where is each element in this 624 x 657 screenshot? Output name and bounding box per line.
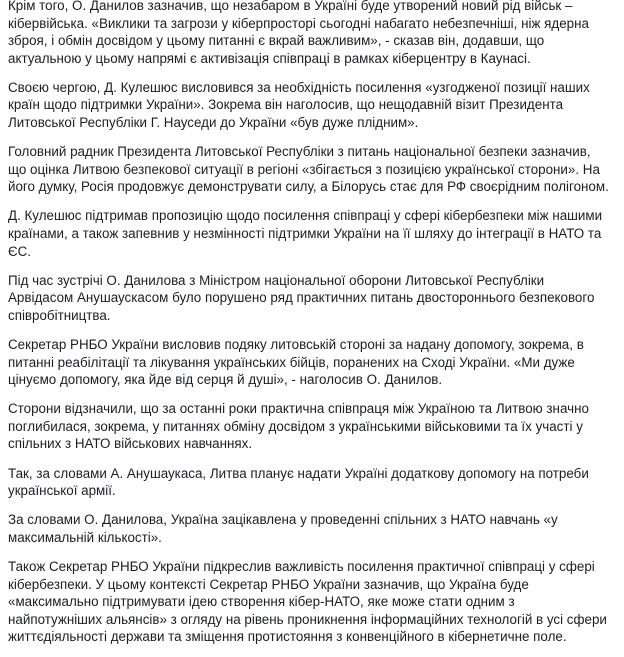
- paragraph-additional-aid: Так, за словами А. Анушаукаса, Литва планує надати Україні додаткову допомогу на потреби української армії.: [8, 465, 589, 499]
- paragraph-kulesius-position: Своєю чергою, Д. Кулешюс висловився за необхідність посилення «узгодженої позиції наших країн щодо підтримки України». Зокрема він наголосив, що нещодавній візит Президента Литовської Республіки Г. Науседи до України «був дуже плідним».: [8, 79, 590, 131]
- paragraph-gratitude: Секретар РНБО України висловив подяку литовській стороні за надану допомогу, зокрема, в питанні реабілітації та лікування українських бійців, поранених на Сході України. «Ми дуже цінуємо допомогу, яка йде від серця й душі», - наголосив О. Данилов.: [8, 337, 584, 388]
- paragraph-security-assessment: Головний радник Президента Литовської Республіки з питань національної безпеки зазначив, що оцінка Литвою безпекової ситуації в регіоні «збігається з позицією української сторони». На його думку, Росія продовжує демонструвати силу, а Білорусь стає для РФ своєрідним полігоном.: [8, 144, 609, 195]
- paragraph-joint-exercises: За словами О. Данилова, Україна зацікавлена у проведенні спільних з НАТО навчань «у максимальній кількості».: [8, 512, 558, 545]
- paragraph-nato-eu-support: Д. Кулешюс підтримав пропозицію щодо посилення співпраці у сфері кібербезпеки між нашими країнами, а також запевнив у незмінності підтримки України на її шляху до інтеграції в НАТО та ЄС.: [8, 208, 603, 259]
- paragraph-defense-minister-meeting: Під час зустрічі О. Данилова з Міністром національної оборони Литовської Республіки Арвідасом Анушаускасом було порушено ряд практичних питань двостороннього безпекового співробітництва.: [8, 272, 595, 323]
- paragraph-cooperation-deepened: Сторони відзначили, що за останні роки практична співпраця між Україною та Литвою значно поглибилася, зокрема, у питаннях обміну досвідом з українськими військовими та їх участі у спільних з НАТО військових навчаннях.: [8, 401, 589, 452]
- post-text-body: [8, 0, 612, 657]
- paragraph-cyber-troops: Крім того, О. Данилов зазначив, що незабаром в Україні буде утворений новий рід військ – кібервійська. «Виклики та загрози у кіберпросторі сьогодні набагато небезпечніші, ніж ядерна зброя, і обмін досвідом у цьому питанні є вкрай важливим», - сказав він, додавши, що актуальною у цьому напрямі є активізація співпраці в рамках кіберцентру в Каунасі.: [8, 0, 589, 66]
- paragraph-cyber-nato: Також Секретар РНБО України підкреслив важливість посилення практичної співпраці у сфері кібербезпеки. У цьому контексті Секретар РНБО України зазначив, що Україна буде «максимально підтримувати ідею створення кібер-НАТО, яке може стати одним з найпотужніших альянсів» з огляду на рівень проникнення інформаційних технологій в усі сфери життєдіяльності держави та зміщення протистояння з конвенційного в кібернетичне поле.: [8, 558, 607, 645]
